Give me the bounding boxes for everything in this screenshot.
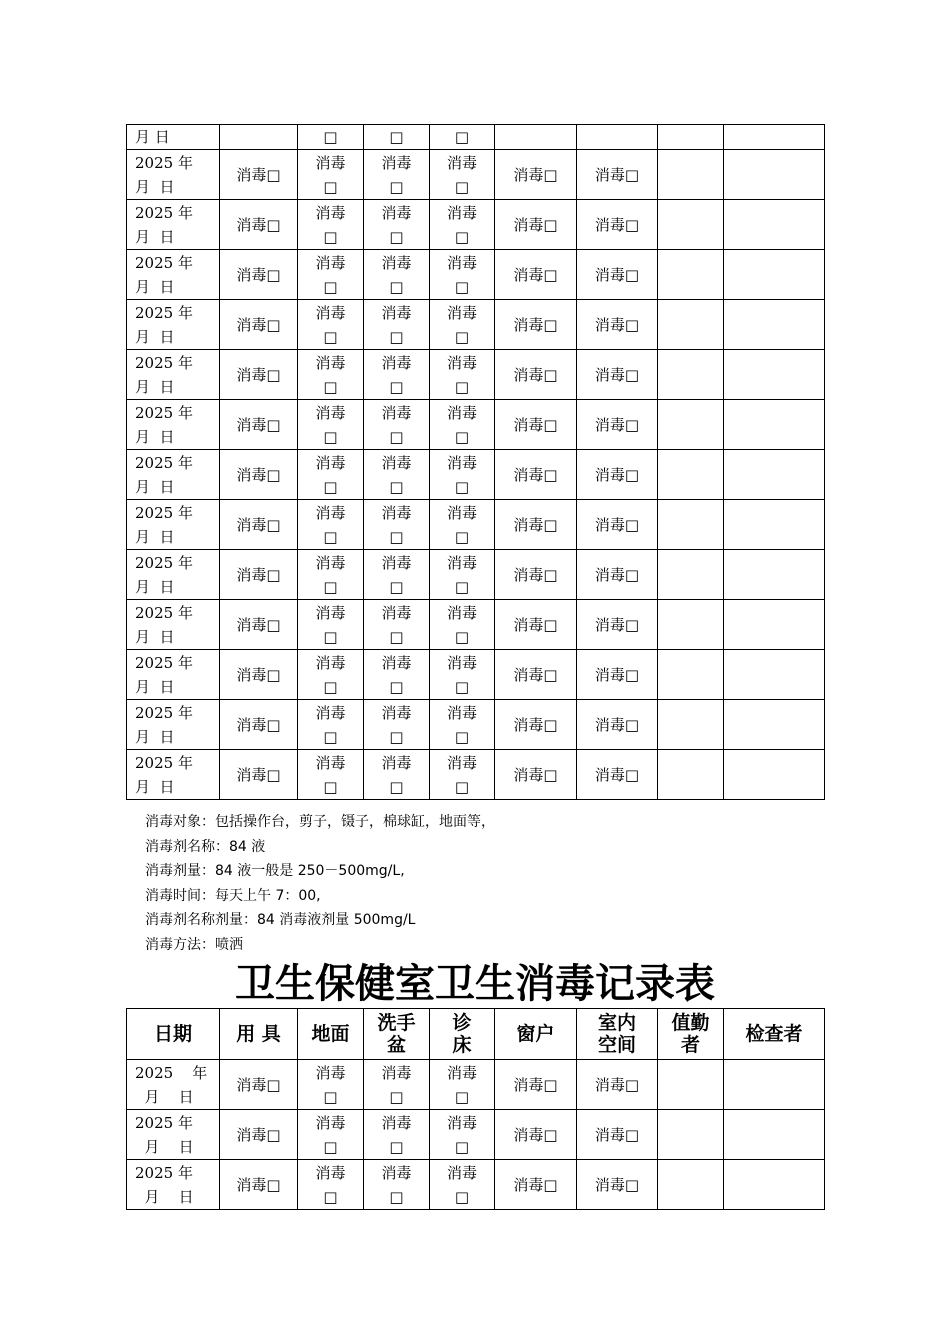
window-cell: 消毒□ [495,600,577,650]
window-cell: 消毒□ [495,300,577,350]
checkbox-glyph: □ [454,1187,470,1206]
checkbox-glyph: □ [323,577,338,596]
tools-cell: 消毒□ [220,650,298,700]
inspector-cell [724,200,825,250]
floor-cell: 消毒 □ [298,700,364,750]
tools-cell: 消毒□ [220,1060,298,1110]
indoor-space-cell: 消毒□ [577,400,658,450]
washbasin-cell: 消毒 □ [364,250,430,300]
note-line: 消毒对象：包括操作台，剪子，镊子，棉球缸，地面等， [145,814,495,830]
month-day-text: 月 日 [135,577,175,596]
window-cell: 消毒□ [495,700,577,750]
checkbox-glyph: □ [454,1137,470,1156]
window-cell: 消毒□ [495,750,577,800]
tools-cell: 消毒□ [220,700,298,750]
year-text: 2025 年 [135,653,193,672]
checkbox-glyph: □ [323,477,338,496]
header-indoor-space: 室内 空间 [577,1009,658,1060]
table-row [127,250,825,300]
washbasin-cell: □ [364,125,430,150]
exam-bed-cell: 消毒 □ [430,1110,495,1160]
checkbox-glyph: □ [323,227,338,246]
washbasin-cell: 消毒 □ [364,200,430,250]
exam-bed-cell: 消毒 □ [430,500,495,550]
floor-cell: 消毒 □ [298,600,364,650]
checkbox-glyph: □ [389,727,404,746]
washbasin-cell: 消毒 □ [364,150,430,200]
indoor-space-cell: 消毒□ [577,150,658,200]
window-cell: 消毒□ [495,500,577,550]
window-cell: 消毒□ [495,650,577,700]
washbasin-cell: 消毒 □ [364,750,430,800]
header-washbasin: 洗手 盆 [364,1009,430,1060]
inspector-cell [724,350,825,400]
year-text: 2025 年 [135,753,193,772]
exam-bed-cell: 消毒 □ [430,150,495,200]
disinfection-notes [145,810,495,958]
indoor-space-cell: 消毒□ [577,300,658,350]
month-day-text: 月 日 [135,1137,194,1156]
year-text: 2025 年 [135,503,193,522]
indoor-space-cell: 消毒□ [577,450,658,500]
inspector-cell [724,1060,825,1110]
year-text: 2025 年 [135,303,193,322]
window-cell: 消毒□ [495,1160,577,1210]
floor-cell: 消毒 □ [298,350,364,400]
table-row [127,650,825,700]
disinfection-table-continued [126,124,825,800]
indoor-space-cell: 消毒□ [577,200,658,250]
checkbox-glyph: □ [454,727,470,746]
checkbox-glyph: □ [389,177,404,196]
note-line: 消毒剂名称剂量：84 消毒液剂量 500mg/L [145,912,416,929]
indoor-space-cell: 消毒□ [577,700,658,750]
indoor-space-cell: 消毒□ [577,350,658,400]
month-day-text: 月 日 [135,177,175,196]
inspector-cell [724,150,825,200]
table-row [127,700,825,750]
inspector-cell [724,400,825,450]
year-text: 2025 年 [135,253,193,272]
year-text: 2025 年 [135,153,193,172]
month-day-text: 月 日 [135,227,175,246]
checkbox-glyph: □ [323,1137,338,1156]
checkbox-glyph: □ [389,427,404,446]
tools-cell: 消毒□ [220,150,298,200]
washbasin-cell: 消毒 □ [364,1160,430,1210]
tools-cell [220,125,298,150]
checkbox-glyph: □ [323,1087,338,1106]
checkbox-glyph: □ [389,277,404,296]
checkbox-glyph: □ [323,277,338,296]
date-cell [127,550,220,600]
year-text: 2025 年 [135,203,193,222]
year-text: 2025 年 [135,1163,193,1182]
date-cell [127,1060,220,1110]
tools-cell: 消毒□ [220,350,298,400]
exam-bed-cell: 消毒 □ [430,300,495,350]
header-on-duty: 值勤 者 [658,1009,724,1060]
table-row [127,750,825,800]
exam-bed-cell: 消毒 □ [430,250,495,300]
checkbox-glyph: □ [323,177,338,196]
checkbox-glyph: □ [323,627,338,646]
checkbox-glyph: □ [454,427,470,446]
window-cell: 消毒□ [495,150,577,200]
month-day-text: 月 日 [135,377,175,396]
indoor-space-cell: 消毒□ [577,1160,658,1210]
checkbox-glyph: □ [323,377,338,396]
exam-bed-cell: 消毒 □ [430,200,495,250]
floor-cell: 消毒 □ [298,1060,364,1110]
tools-cell: 消毒□ [220,550,298,600]
tools-cell: 消毒□ [220,500,298,550]
header-date: 日期 [127,1009,220,1060]
month-day-text: 月 日 [135,427,175,446]
table-row [127,600,825,650]
table-row [127,1160,825,1210]
window-cell: 消毒□ [495,450,577,500]
header-tools: 用 具 [220,1009,298,1060]
year-text: 2025 年 [135,603,193,622]
washbasin-cell: 消毒 □ [364,350,430,400]
disinfection-table [126,1008,825,1210]
on-duty-cell [658,150,724,200]
on-duty-cell [658,600,724,650]
checkbox-glyph: □ [389,227,404,246]
checkbox-glyph: □ [323,527,338,546]
checkbox-glyph: □ [323,727,338,746]
table-row [127,500,825,550]
indoor-space-cell: 消毒□ [577,750,658,800]
exam-bed-cell: 消毒 □ [430,750,495,800]
floor-cell: 消毒 □ [298,550,364,600]
checkbox-glyph: □ [323,777,338,796]
tools-cell: 消毒□ [220,200,298,250]
year-text: 2025 年 [135,553,193,572]
exam-bed-cell: 消毒 □ [430,1060,495,1110]
month-day-text: 月 日 [135,627,175,646]
month-day-text: 月 日 [135,1087,194,1106]
exam-bed-cell: 消毒 □ [430,650,495,700]
checkbox-glyph: □ [323,677,338,696]
indoor-space-cell: 消毒□ [577,650,658,700]
tools-cell: 消毒□ [220,400,298,450]
floor-cell: 消毒 □ [298,250,364,300]
on-duty-cell [658,350,724,400]
header-floor: 地面 [298,1009,364,1060]
on-duty-cell [658,1110,724,1160]
window-cell: 消毒□ [495,250,577,300]
floor-cell: 消毒 □ [298,750,364,800]
year-text: 2025 年 [135,353,193,372]
checkbox-glyph: □ [454,377,470,396]
table-row [127,125,825,150]
table-row [127,1110,825,1160]
washbasin-cell: 消毒 □ [364,1060,430,1110]
exam-bed-cell: 消毒 □ [430,600,495,650]
checkbox-glyph: □ [389,527,404,546]
tools-cell: 消毒□ [220,1160,298,1210]
note-line: 消毒时间：每天上午 7：00, [145,887,321,904]
date-cell [127,1160,220,1210]
month-day-text: 月 日 [135,677,175,696]
date-cell [127,150,220,200]
checkbox-glyph: □ [454,1087,470,1106]
floor-cell: 消毒 □ [298,500,364,550]
checkbox-glyph: □ [454,527,470,546]
year-text: 2025 年 [135,1063,208,1082]
tools-cell: 消毒□ [220,300,298,350]
note-line: 消毒方法：喷洒 [145,936,243,953]
date-cell [127,600,220,650]
window-cell: 消毒□ [495,550,577,600]
floor-cell: 消毒 □ [298,450,364,500]
floor-cell: 消毒 □ [298,400,364,450]
exam-bed-cell: 消毒 □ [430,400,495,450]
inspector-cell [724,1110,825,1160]
inspector-cell [724,700,825,750]
window-cell: 消毒□ [495,350,577,400]
tools-cell: 消毒□ [220,450,298,500]
checkbox-glyph: □ [454,277,470,296]
inspector-cell [724,125,825,150]
checkbox-glyph: □ [389,677,404,696]
table-row [127,550,825,600]
floor-cell: □ [298,125,364,150]
date-cell [127,450,220,500]
date-cell [127,1110,220,1160]
checkbox-glyph: □ [389,377,404,396]
washbasin-cell: 消毒 □ [364,500,430,550]
month-day-text: 月 日 [135,1187,194,1206]
window-cell: 消毒□ [495,400,577,450]
date-cell [127,200,220,250]
month-day-text: 月 日 [135,777,175,796]
inspector-cell [724,450,825,500]
month-day-text: 月 日 [135,277,175,296]
indoor-space-cell: 消毒□ [577,1110,658,1160]
on-duty-cell [658,750,724,800]
washbasin-cell: 消毒 □ [364,1110,430,1160]
on-duty-cell [658,450,724,500]
washbasin-cell: 消毒 □ [364,700,430,750]
exam-bed-cell: 消毒 □ [430,700,495,750]
checkbox-glyph: □ [454,677,470,696]
page-title: 卫生保健室卫生消毒记录表 [235,961,715,1007]
washbasin-cell: 消毒 □ [364,650,430,700]
header-inspector: 检查者 [724,1009,825,1060]
floor-cell: 消毒 □ [298,1160,364,1210]
tools-cell: 消毒□ [220,1110,298,1160]
year-text: 2025 年 [135,703,193,722]
month-day-text: 月 日 [135,527,175,546]
checkbox-glyph: □ [454,777,470,796]
checkbox-glyph: □ [323,427,338,446]
inspector-cell [724,550,825,600]
header-window: 窗户 [495,1009,577,1060]
window-cell: 消毒□ [495,200,577,250]
washbasin-cell: 消毒 □ [364,450,430,500]
on-duty-cell [658,700,724,750]
inspector-cell [724,250,825,300]
checkbox-glyph: □ [389,1187,404,1206]
indoor-space-cell [577,125,658,150]
washbasin-cell: 消毒 □ [364,300,430,350]
note-line: 消毒剂名称：84 液 [145,838,266,855]
exam-bed-cell: 消毒 □ [430,1160,495,1210]
date-cell [127,700,220,750]
washbasin-cell: 消毒 □ [364,550,430,600]
year-text: 2025 年 [135,453,193,472]
checkbox-glyph: □ [454,627,470,646]
table-row [127,300,825,350]
table-row [127,200,825,250]
window-cell: 消毒□ [495,1110,577,1160]
checkbox-glyph: □ [389,1087,404,1106]
tools-cell: 消毒□ [220,750,298,800]
floor-cell: 消毒 □ [298,200,364,250]
on-duty-cell [658,1160,724,1210]
inspector-cell [724,300,825,350]
date-cell [127,250,220,300]
inspector-cell [724,600,825,650]
header-row [127,1009,825,1060]
table-row [127,450,825,500]
checkbox-glyph: □ [454,577,470,596]
on-duty-cell [658,550,724,600]
checkbox-glyph: □ [389,577,404,596]
table-row [127,1060,825,1110]
checkbox-glyph: □ [323,1187,338,1206]
date-cell [127,650,220,700]
month-day-text: 月 日 [135,327,175,346]
on-duty-cell [658,200,724,250]
on-duty-cell [658,125,724,150]
on-duty-cell [658,300,724,350]
checkbox-glyph: □ [389,627,404,646]
on-duty-cell [658,400,724,450]
on-duty-cell [658,250,724,300]
exam-bed-cell: □ [430,125,495,150]
date-cell [127,400,220,450]
year-text: 2025 年 [135,1113,193,1132]
date-cell: 月 日 [127,125,220,150]
date-cell [127,750,220,800]
floor-cell: 消毒 □ [298,1110,364,1160]
floor-cell: 消毒 □ [298,650,364,700]
checkbox-glyph: □ [389,777,404,796]
note-line: 消毒剂量：84 液一般是 250－500mg/L, [145,863,405,880]
checkbox-glyph: □ [389,477,404,496]
table-row [127,150,825,200]
checkbox-glyph: □ [389,327,404,346]
exam-bed-cell: 消毒 □ [430,450,495,500]
date-cell [127,500,220,550]
checkbox-glyph: □ [389,1137,404,1156]
checkbox-glyph: □ [454,177,470,196]
date-cell [127,350,220,400]
indoor-space-cell: 消毒□ [577,250,658,300]
on-duty-cell [658,500,724,550]
table-row [127,350,825,400]
washbasin-cell: 消毒 □ [364,400,430,450]
month-day-text: 月 日 [135,477,175,496]
tools-cell: 消毒□ [220,250,298,300]
tools-cell: 消毒□ [220,600,298,650]
inspector-cell [724,650,825,700]
month-day-text: 月 日 [135,727,175,746]
indoor-space-cell: 消毒□ [577,1060,658,1110]
table-row [127,400,825,450]
inspector-cell [724,750,825,800]
year-text: 2025 年 [135,403,193,422]
exam-bed-cell: 消毒 □ [430,350,495,400]
checkbox-glyph: □ [454,327,470,346]
date-cell [127,300,220,350]
inspector-cell [724,1160,825,1210]
indoor-space-cell: 消毒□ [577,500,658,550]
window-cell [495,125,577,150]
floor-cell: 消毒 □ [298,150,364,200]
window-cell: 消毒□ [495,1060,577,1110]
indoor-space-cell: 消毒□ [577,550,658,600]
checkbox-glyph: □ [454,477,470,496]
exam-bed-cell: 消毒 □ [430,550,495,600]
indoor-space-cell: 消毒□ [577,600,658,650]
washbasin-cell: 消毒 □ [364,600,430,650]
on-duty-cell [658,1060,724,1110]
header-exam-bed: 诊 床 [430,1009,495,1060]
inspector-cell [724,500,825,550]
on-duty-cell [658,650,724,700]
checkbox-glyph: □ [323,327,338,346]
checkbox-glyph: □ [454,227,470,246]
floor-cell: 消毒 □ [298,300,364,350]
